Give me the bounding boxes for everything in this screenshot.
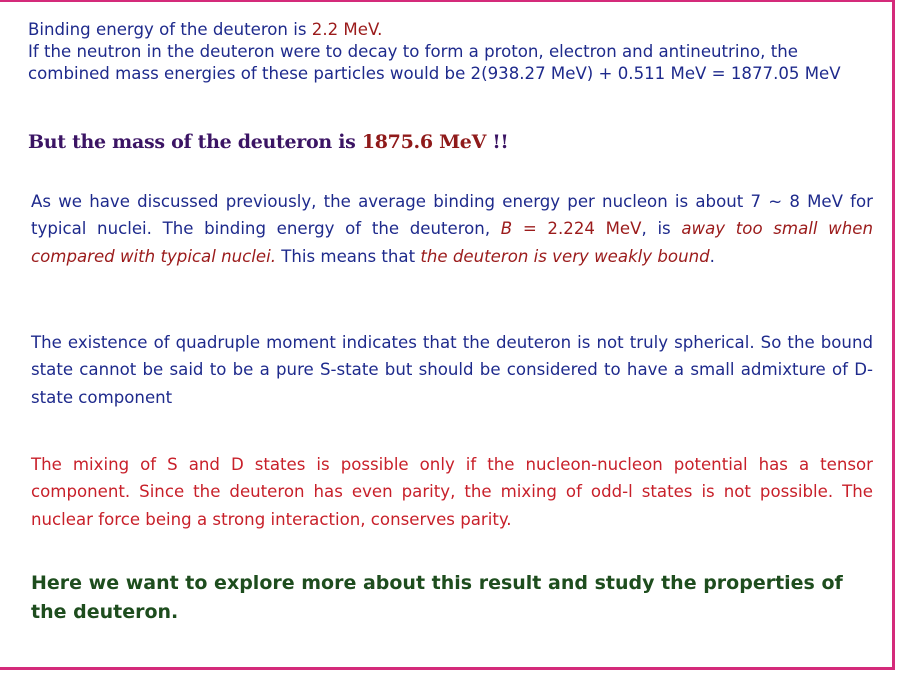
binding-energy-label: Binding energy of the deuteron is	[28, 20, 312, 39]
intro-text	[28, 19, 858, 86]
mass-suffix: !!	[486, 131, 509, 153]
quadrupole-paragraph: The existence of quadruple moment indicates that the deuteron is not truly spherical. So the bound state cannot be said to be a pure S-state but should be considered to have a small admixture of D-state component	[31, 333, 873, 407]
binding-energy-value: 2.2 MeV.	[311, 20, 383, 39]
binding-energy-paragraph	[31, 188, 873, 270]
mass-label: But the mass of the deuteron is	[28, 131, 362, 153]
decay-statement: If the neutron in the deuteron were to decay to form a proton, electron and antineutrino, the combined mass energies of these particles would be 2(938.27 MeV) + 0.511 MeV = 1877.05 MeV	[28, 42, 841, 84]
conclusion-text: Here we want to explore more about this result and study the properties of the deuteron.	[31, 572, 843, 623]
para1-period: .	[709, 246, 715, 266]
mass-value: 1875.6 MeV	[361, 131, 487, 153]
binding-energy-equation: = 2.224 MeV	[512, 219, 642, 239]
para1-text-1: As we have discussed previously, the average binding energy per nucleon is about 7 ~ 8 MeV for typical nuclei. The binding energy of the deuteron,	[31, 192, 873, 239]
comparison-emphasis: away too small when compared with typical nuclei.	[31, 219, 873, 266]
para1-text-3: This means that	[275, 246, 421, 266]
para1-text-2: , is	[641, 219, 682, 239]
binding-energy-symbol: B	[500, 219, 513, 239]
deuteron-mass-statement	[28, 129, 874, 155]
tensor-component-paragraph: The mixing of S and D states is possible only if the nucleon-nucleon potential has a tensor component. Since the deuteron has even parity, the mixing of odd-l states is not possible. The nuclear force being a strong interaction, conserves parity.	[31, 455, 873, 529]
weakly-bound-emphasis: the deuteron is very weakly bound	[420, 246, 710, 266]
